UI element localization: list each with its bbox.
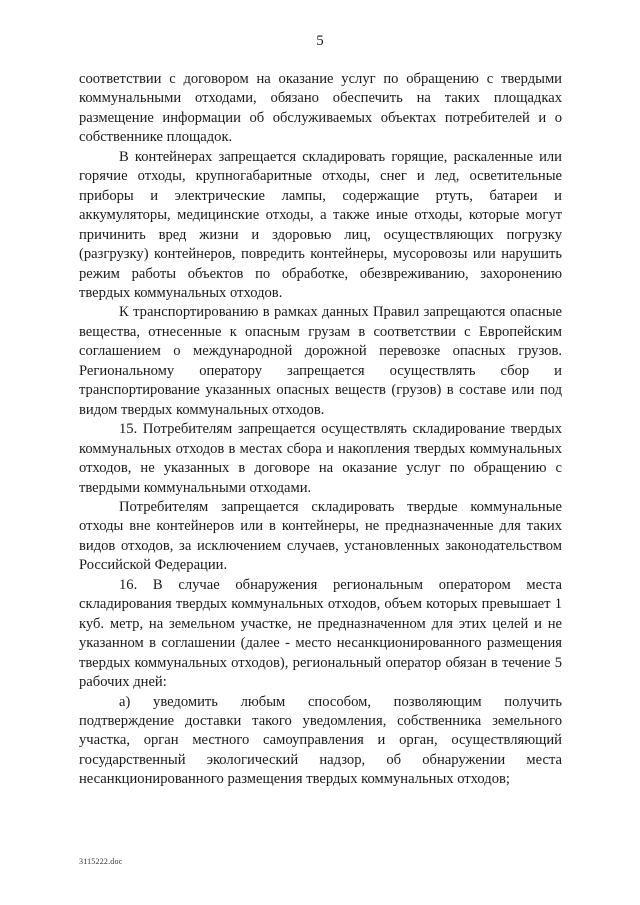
paragraph-continuation: соответствии с договором на оказание услуг по обращению с твердыми коммунальными отходами, обязано обеспечить на таких площадках размещение информации об обслуживаемых объектах потребителей и о собственнике площадок.	[79, 71, 562, 146]
document-body	[79, 70, 562, 790]
paragraph-hazardous-substances: К транспортированию в рамках данных Правил запрещаются опасные вещества, отнесенные к опасным грузам в соответствии с Европейским соглашением о международной дорожной перевозке опасных грузов. Региональному оператору запрещается осуществлять сбор и транспортирование указанных опасных веществ (грузов) в составе или под видом твердых коммунальных отходов.	[79, 304, 562, 418]
paragraph-subitem-a: а) уведомить любым способом, позволяющим получить подтверждение доставки такого уведомления, собственника земельного участка, орган местного самоуправления и орган, осуществляющий государственный экологический надзор, об обнаружении места несанкционированного размещения твердых коммунальных отходов;	[79, 693, 562, 788]
paragraph-item-16: 16. В случае обнаружения региональным оператором места складирования твердых коммунальных отходов, объем которых превышает 1 куб. метр, на земельном участке, не предназначенном для этих целей и не указанном в соглашении (далее - место несанкционированного размещения твердых коммунальных отходов), региональный оператор обязан в течение 5 рабочих дней:	[79, 576, 562, 691]
paragraph-consumer-prohibition: Потребителям запрещается складировать твердые коммунальные отходы вне контейнеров или в контейнеры, не предназначенные для таких видов отходов, за исключением случаев, установленных законодательством Российской Федерации.	[79, 498, 562, 574]
paragraph-container-prohibitions: В контейнерах запрещается складировать горящие, раскаленные или горячие отходы, крупногабаритные отходы, снег и лед, осветительные приборы и электрические лампы, содержащие ртуть, батареи и аккумуляторы, медицинские отходы, а также иные отходы, которые могут причинить вред жизни и здоровью лиц, осуществляющих погрузку (разгрузку) контейнеров, повредить контейнеры, мусоровозы или нарушить режим работы объектов по обработке, обезвреживанию, захоронению твердых коммунальных отходов.	[79, 148, 562, 301]
footer-filename: 3115222.doc	[79, 857, 123, 866]
paragraph-item-15: 15. Потребителям запрещается осуществлять складирование твердых коммунальных отходов в местах сбора и накопления твердых коммунальных отходов, не указанных в договоре на оказание услуг по обращению с твердыми коммунальными отходами.	[79, 421, 562, 496]
page-number: 5	[316, 33, 324, 49]
